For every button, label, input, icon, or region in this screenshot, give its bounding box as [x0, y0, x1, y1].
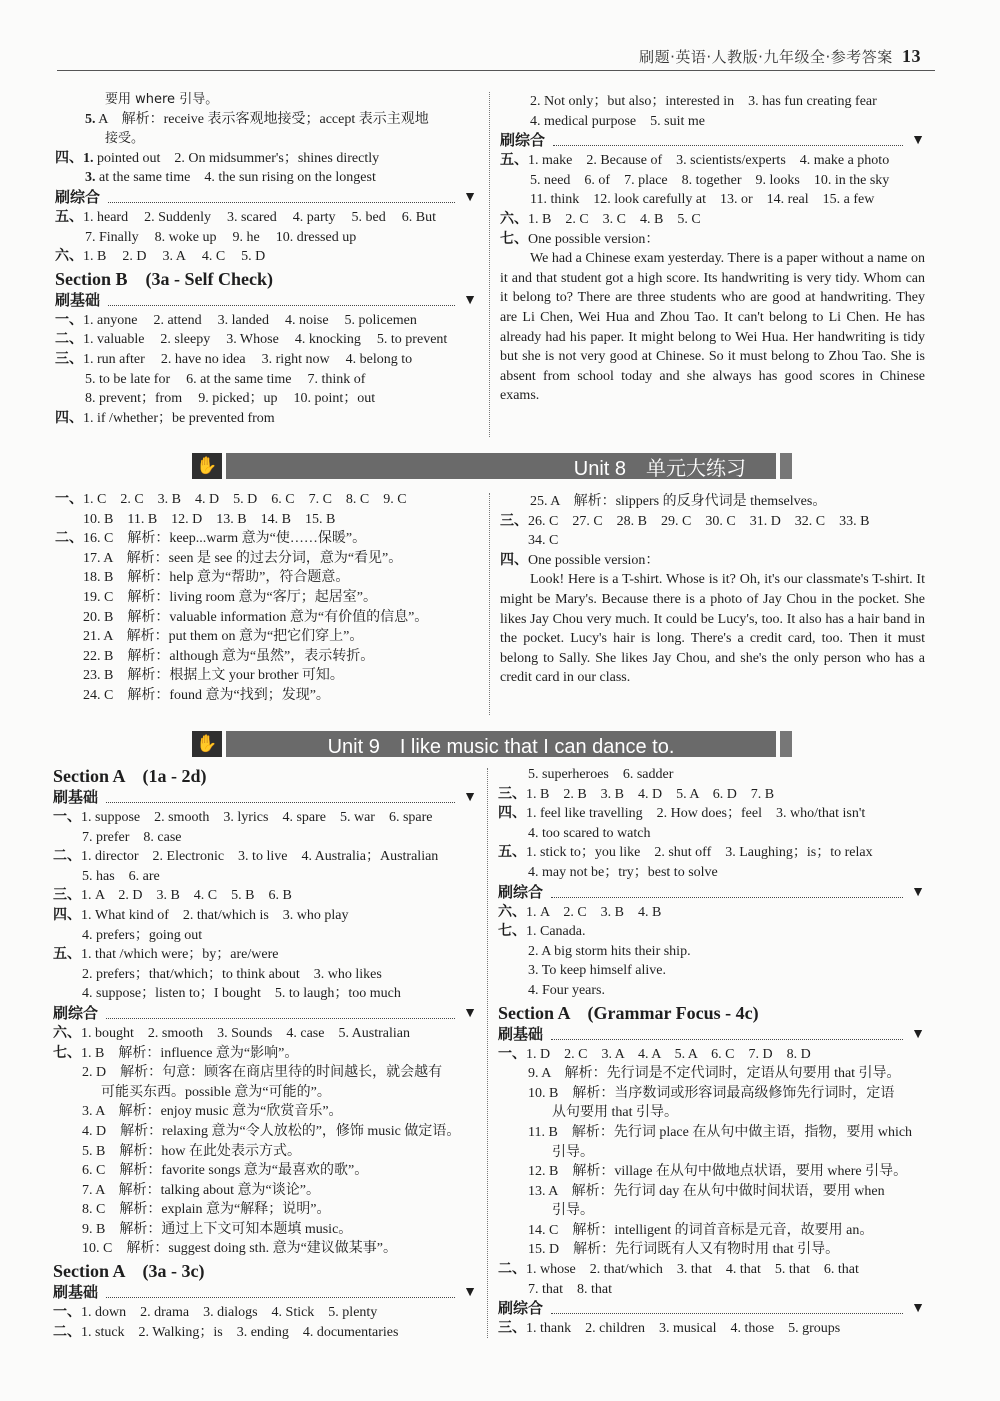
triangle-down-icon: ▼ [911, 1301, 925, 1317]
answer: 4. party [292, 209, 336, 225]
sample-essay [500, 570, 925, 688]
answer-line [53, 945, 477, 965]
answer-text: 1. thank 2. children 3. musical 4. those 5. groups [526, 1321, 841, 1337]
page-header [57, 44, 935, 71]
zonghe-heading [55, 188, 477, 208]
answer-line [500, 151, 925, 171]
zonghe-heading [498, 1299, 925, 1319]
answer-line [55, 168, 477, 188]
answer-line: 3. A 解析：enjoy music 意为“欣赏音乐”。 [82, 1104, 343, 1120]
column-divider [489, 493, 490, 715]
answer: 2. D [122, 249, 147, 265]
item-number: 5. [85, 111, 96, 127]
answer-line: 10. C 解析：suggest doing sth. 意为“建议做某事”。 [82, 1241, 397, 1257]
part-label: 二、 [53, 848, 81, 865]
answer-line: 7. prefer 8. case [82, 829, 182, 845]
answer-line: 13. A 解析：先行词 day 在从句中做时间状语，要用 when [528, 1183, 885, 1199]
answer-text: pointed out 2. On midsummer's；shines directly [97, 150, 380, 166]
section-title: Section A (3a - 3c) [53, 1261, 205, 1282]
answer: 10. point；out [293, 391, 376, 407]
answer-line [498, 1319, 925, 1339]
answer-text: 1. make 2. Because of 3. scientists/experts 4. make a photo [528, 153, 890, 169]
answer-line: 8. C 解析：explain 意为“解释；说明”。 [82, 1202, 331, 1218]
answer-line [53, 886, 477, 906]
answer-line: 5. superheroes 6. sadder [528, 767, 674, 782]
answer-line [53, 808, 477, 828]
heading-label: 刷综合 [55, 188, 101, 207]
answer-line [55, 149, 477, 169]
answer-line [53, 1024, 477, 1044]
dotted-leader [108, 296, 455, 306]
unit8-right-column [500, 492, 925, 688]
answer: 1. if /whether；be prevented from [83, 410, 275, 426]
answer: 8. woke up [154, 229, 217, 245]
answer: 2. Suddenly [144, 209, 211, 225]
answer-text: 1. that /which were；by；are/were [81, 947, 279, 963]
answer-text: 1. feel like travelling 2. How does；feel 3. who/that isn't [526, 806, 866, 822]
answer: 4. C [201, 249, 226, 265]
part-label: 五、 [500, 152, 528, 169]
answer: 5. bed [351, 209, 386, 225]
answer-line: 17. A 解析：seen 是 see 的过去分词，意为“看见”。 [83, 550, 403, 566]
unit-9-banner [192, 731, 792, 757]
section-title: Section B (3a - Self Check) [55, 268, 273, 289]
answer-line: 4. suppose；listen to；I bought 5. to laugh；too much [82, 986, 401, 1002]
answer-line: 18. B 解析：help 意为“帮助”，符合题意。 [83, 570, 350, 586]
answer-line [498, 785, 925, 805]
answer-line [500, 210, 925, 230]
banner-tail [780, 453, 792, 479]
dotted-leader [551, 1304, 903, 1314]
part-label: 四、 [498, 805, 526, 822]
answer-line: 5. B 解析：how 在此处表示方式。 [82, 1143, 301, 1159]
part-label: 四、 [55, 149, 83, 166]
answer-text: 1. bought 2. smooth 3. Sounds 4. case 5. Australian [81, 1025, 410, 1041]
answer-line [53, 1303, 477, 1323]
essay-text: Look! Here is a T-shirt. Whose is it? Oh, it's our classmate's T-shirt. It might be Mary's. Because there is a photo of Jay Chou in the pocket. She likes Jay Chou very much. It could be Lucy's, too. It also has a hair band in the pocket. Lucy's hair is long. There's a credit card, too. Then it must belong to Sally. She likes Jay Chou, and she's the only person who has a credit card in our class. [500, 572, 925, 686]
answer: 5. to be late for [85, 371, 171, 387]
answer-line: 可能买东西。possible 意为“可能的”。 [101, 1084, 331, 1100]
answer-line [498, 903, 925, 923]
part-label: 二、 [55, 530, 83, 547]
answer-line: 4. prefers；going out [82, 927, 203, 943]
heading-label: 刷综合 [498, 1299, 544, 1318]
answer-line: 19. C 解析：living room 意为“客厅；起居室”。 [83, 589, 377, 605]
answer-line: 引导。 [552, 1144, 594, 1160]
answer-line [55, 330, 477, 350]
answer: 10. dressed up [275, 229, 357, 245]
answer-line [55, 370, 477, 390]
answer-line [55, 389, 477, 409]
answer-line: 11. think 12. look carefully at 13. or 14. real 15. a few [530, 192, 875, 208]
unit8-left-column [55, 490, 477, 706]
triangle-down-icon: ▼ [911, 884, 925, 900]
dotted-leader [108, 193, 455, 203]
answer: 3. Whose [226, 332, 279, 348]
answer-line: 11. B 解析：先行词 place 在从句中做主语，指物，要用 which [528, 1124, 913, 1140]
answer-line: 24. C 解析：found 意为“找到；发现”。 [83, 687, 330, 703]
answer-text: 1. A 2. D 3. B 4. C 5. B 6. B [81, 888, 292, 904]
dotted-leader [106, 793, 455, 803]
answer-line: 23. B 解析：根据上文 your brother 可知。 [83, 668, 344, 684]
dotted-leader [553, 136, 903, 146]
heading-label: 刷基础 [55, 290, 101, 309]
answer-line [55, 311, 477, 331]
part-label: 五、 [498, 844, 526, 861]
answer-line [498, 1045, 925, 1065]
hand-icon: ✋ [192, 453, 222, 479]
answer-text: 1. stuck 2. Walking；is 3. ending 4. documentaries [81, 1324, 399, 1340]
part-label: 五、 [55, 208, 83, 225]
answer-text: 1. down 2. drama 3. dialogs 4. Stick 5. plenty [81, 1305, 378, 1321]
answer: 1. heard [83, 209, 129, 225]
answer-line [55, 409, 477, 429]
item-number: 3. [85, 170, 96, 186]
answer-line: 5. has 6. are [82, 868, 160, 884]
answer-line [498, 922, 925, 942]
unit9-right-column [498, 765, 925, 1339]
jichu-heading [55, 291, 477, 311]
answer-line: 6. C 解析：favorite songs 意为“最喜欢的歌”。 [82, 1163, 369, 1179]
answer-line: 34. C [528, 533, 559, 549]
answer-line: 4. D 解析：relaxing 意为“令人放松的”，修饰 music 做定语。 [82, 1123, 461, 1139]
column-divider [487, 768, 488, 1338]
answer-line [53, 1044, 477, 1064]
answer: 3. right now [261, 351, 330, 367]
part-label: 六、 [498, 903, 526, 920]
answer-line: 25. A 解析：slippers 的反身代词是 themselves。 [530, 494, 827, 509]
answer: 5. D [241, 249, 266, 265]
heading-label: 刷综合 [53, 1004, 99, 1023]
section-title: Section A (Grammar Focus - 4c) [498, 1002, 759, 1023]
jichu-heading [53, 1283, 477, 1303]
answer-line: 4. medical purpose 5. suit me [530, 113, 705, 129]
part-label: 一、 [55, 311, 83, 328]
answer-line: 5. need 6. of 7. place 8. together 9. looks 10. in the sky [530, 172, 890, 188]
answer-text: 1. director 2. Electronic 3. to live 4. Australia；Australian [81, 849, 439, 865]
part-label: 一、 [498, 1045, 526, 1062]
part-label: 五、 [53, 946, 81, 963]
unit-title: Unit 9 I like music that I can dance to. [226, 731, 776, 757]
answer-text: 1. B 解析：influence 意为“影响”。 [81, 1045, 299, 1061]
answer-line [55, 350, 477, 370]
triangle-down-icon: ▼ [463, 1285, 477, 1301]
triangle-down-icon: ▼ [911, 133, 925, 149]
part-label: 一、 [55, 491, 83, 507]
dotted-leader [106, 1288, 455, 1298]
part-label: 三、 [498, 1320, 526, 1337]
triangle-down-icon: ▼ [463, 292, 477, 308]
answer-line [500, 551, 925, 571]
dotted-leader [551, 1030, 903, 1040]
part-label: 三、 [53, 887, 81, 904]
answer-line: 2. A big storm hits their ship. [528, 943, 691, 959]
section-title: Section A (1a - 2d) [53, 766, 207, 786]
answer-line: 2. D 解析：句意：顾客在商店里待的时间越长，就会越有 [82, 1065, 443, 1081]
dotted-leader [106, 1009, 455, 1019]
answer-line: 10. B 解析：当序数词或形容词最高级修饰先行词时，定语 [528, 1085, 895, 1101]
answer: 8. prevent；from [85, 391, 183, 407]
answer-line: 接受。 [105, 131, 145, 147]
heading-label: 刷基础 [498, 1024, 544, 1043]
answer-line: 引导。 [552, 1203, 594, 1219]
part-label: 二、 [498, 1261, 526, 1278]
answer-text: 1. stick to；you like 2. shut off 3. Laughing；is；to relax [526, 845, 873, 861]
jichu-heading [498, 1025, 925, 1045]
answer: 6. at the same time [186, 371, 292, 387]
part-label: 一、 [53, 809, 81, 825]
part-label: 六、 [55, 248, 83, 265]
answer-line: 4. too scared to watch [528, 825, 651, 841]
top-right-column [500, 92, 925, 406]
heading-label: 刷综合 [500, 131, 546, 150]
answer-text: 1. C 2. C 3. B 4. D 5. D 6. C 7. C 8. C 9. C [83, 492, 407, 507]
answer-line: 9. A 解析：先行词是不定代词时，定语从句要用 that 引导。 [528, 1066, 901, 1082]
answer: 4. belong to [345, 351, 413, 367]
answer-line: 21. A 解析：put them on 意为“把它们穿上”。 [83, 629, 364, 645]
hand-icon: ✋ [192, 731, 222, 757]
answer-line [500, 512, 925, 532]
answer-line: 22. B 解析：although 意为“虽然”，表示转折。 [83, 648, 375, 664]
jichu-heading [53, 788, 477, 808]
answer: 5. policemen [344, 312, 417, 328]
answer: 1. B [83, 249, 107, 265]
answer-line: 3. To keep himself alive. [528, 963, 666, 979]
answer-line [53, 906, 477, 926]
answer: 9. picked；up [198, 391, 278, 407]
answer: 1. anyone [83, 312, 138, 328]
answer-line: 2. Not only；but also；interested in 3. has fun creating fear [530, 94, 877, 109]
column-divider [489, 92, 490, 437]
answer-text: 1. B 2. C 3. C 4. B 5. C [528, 211, 701, 227]
essay-text: We had a Chinese exam yesterday. There is a paper without a name on it and that student got a high score. Its handwriting is very tidy. Whom can it belong to? There are three students who are good at handwriting. They are Li Chen, Wei Hua and Zhou Tao. It can't belong to Li Chen. He has already had his paper. It might belong to Wei Hua. Her handwriting is tidy but she is not very good at Chinese. So it must belong to Zhou Tao. She is absent from school today and she always has good scores in Chinese exams. [500, 251, 925, 404]
answer-line [55, 490, 477, 510]
answer-text: 1. whose 2. that/which 3. that 4. that 5. that 6. that [526, 1262, 859, 1278]
answer-text: 26. C 27. C 28. B 29. C 30. C 31. D 32. C 33. B [528, 513, 870, 529]
answer: 4. noise [284, 312, 329, 328]
answer: 6. But [401, 209, 436, 225]
answer-text: 16. C 解析：keep...warm 意为“使……保暖”。 [83, 531, 367, 547]
item-number: 1. [83, 150, 94, 166]
answer: 3. landed [217, 312, 269, 328]
answer-line [498, 1260, 925, 1280]
essay-label: One possible version： [528, 552, 660, 568]
answer-text: at the same time 4. the sun rising on the longest [99, 170, 376, 186]
answer-line: 14. C 解析：intelligent 的词首音标是元音，故要用 an。 [528, 1222, 874, 1238]
dotted-leader [551, 888, 903, 898]
answer-line: 12. B 解析：village 在从句中做地点状语，要用 where 引导。 [528, 1164, 908, 1180]
part-label: 七、 [53, 1044, 81, 1061]
part-label: 一、 [53, 1304, 81, 1321]
answer-line: 15. D 解析：先行词既有人又有物时用 that 引导。 [528, 1242, 840, 1258]
unit-title: Unit 8 单元大练习 [226, 453, 776, 479]
answer-line [498, 843, 925, 863]
part-label: 三、 [498, 785, 526, 802]
banner-tail [780, 731, 792, 757]
top-left-column [55, 90, 477, 428]
answer: 7. think of [307, 371, 366, 387]
part-label: 四、 [53, 906, 81, 923]
zonghe-heading [498, 883, 925, 903]
answer-line [55, 110, 477, 130]
answer: 1. run after [83, 351, 145, 367]
answer-line: 20. B 解析：valuable information 意为“有价值的信息”。 [83, 609, 429, 625]
answer: 2. attend [153, 312, 202, 328]
part-label: 二、 [53, 1323, 81, 1340]
answer-line [55, 529, 477, 549]
answer-line: 7. A 解析：talking about 意为“谈论”。 [82, 1182, 320, 1198]
answer-text: 1. suppose 2. smooth 3. lyrics 4. spare 5. war 6. spare [81, 810, 433, 825]
part-label: 二、 [55, 331, 83, 348]
answer: 5. to prevent [376, 332, 448, 348]
answer-text: 1. D 2. C 3. A 4. A 5. A 6. C 7. D 8. D [526, 1046, 811, 1062]
heading-label: 刷基础 [53, 1283, 99, 1302]
header-title [639, 46, 921, 67]
answer-text: A 解析：receive 表示客观地接受；accept 表示主观地 [98, 111, 429, 127]
part-label: 三、 [55, 350, 83, 367]
answer-line [498, 804, 925, 824]
answer-line: 10. B 11. B 12. D 13. B 14. B 15. B [83, 511, 336, 527]
answer-line: 从句要用 that 引导。 [552, 1105, 678, 1121]
answer-line [55, 247, 477, 267]
answer: 3. scared [226, 209, 277, 225]
answer-text: 1. What kind of 2. that/which is 3. who play [81, 907, 349, 923]
answer-line: 9. B 解析：通过上下文可知本题填 music。 [82, 1221, 353, 1237]
part-label: 六、 [53, 1024, 81, 1041]
heading-label: 刷综合 [498, 882, 544, 901]
answer-line: 7. that 8. that [528, 1281, 612, 1297]
part-label: 七、 [498, 923, 526, 940]
page-number: 13 [902, 46, 921, 66]
answer-line: 4. may not be；try；best to solve [528, 864, 718, 880]
sample-essay [500, 249, 925, 406]
answer: 2. have no idea [160, 351, 246, 367]
answer: 9. he [232, 229, 260, 245]
answer: 1. valuable [83, 332, 145, 348]
triangle-down-icon: ▼ [463, 190, 477, 206]
answer: 2. sleepy [160, 332, 211, 348]
part-label: 六、 [500, 210, 528, 227]
unit-8-banner [192, 453, 792, 479]
answer-text: 1. A 2. C 3. B 4. B [526, 904, 662, 920]
zonghe-heading [500, 131, 925, 151]
triangle-down-icon: ▼ [463, 1006, 477, 1022]
answer-text: 1. Canada. [526, 924, 586, 940]
answer-line [55, 228, 477, 248]
essay-label: One possible version： [528, 231, 660, 247]
book-title: 刷题·英语·人教版·九年级全·参考答案 [639, 48, 893, 66]
answer: 3. A [162, 249, 186, 265]
part-label: 七、 [500, 230, 528, 247]
part-label: 四、 [55, 409, 83, 426]
answer-line [53, 847, 477, 867]
answer: 7. Finally [85, 229, 139, 245]
zonghe-heading [53, 1004, 477, 1024]
answer-line [500, 230, 925, 250]
answer-line: 4. Four years. [528, 982, 605, 998]
answer-line [55, 208, 477, 228]
triangle-down-icon: ▼ [463, 790, 477, 806]
answer-text: 1. B 2. B 3. B 4. D 5. A 6. D 7. B [526, 786, 775, 802]
triangle-down-icon: ▼ [911, 1026, 925, 1042]
answer: 4. knocking [294, 332, 361, 348]
answer-line [53, 1323, 477, 1343]
part-label: 三、 [500, 512, 528, 529]
unit9-left-column [53, 764, 477, 1342]
part-label: 四、 [500, 551, 528, 568]
answer-line: 要用 where 引导。 [105, 92, 219, 107]
heading-label: 刷基础 [53, 788, 99, 807]
answer-line: 2. prefers；that/which；to think about 3. who likes [82, 966, 382, 982]
